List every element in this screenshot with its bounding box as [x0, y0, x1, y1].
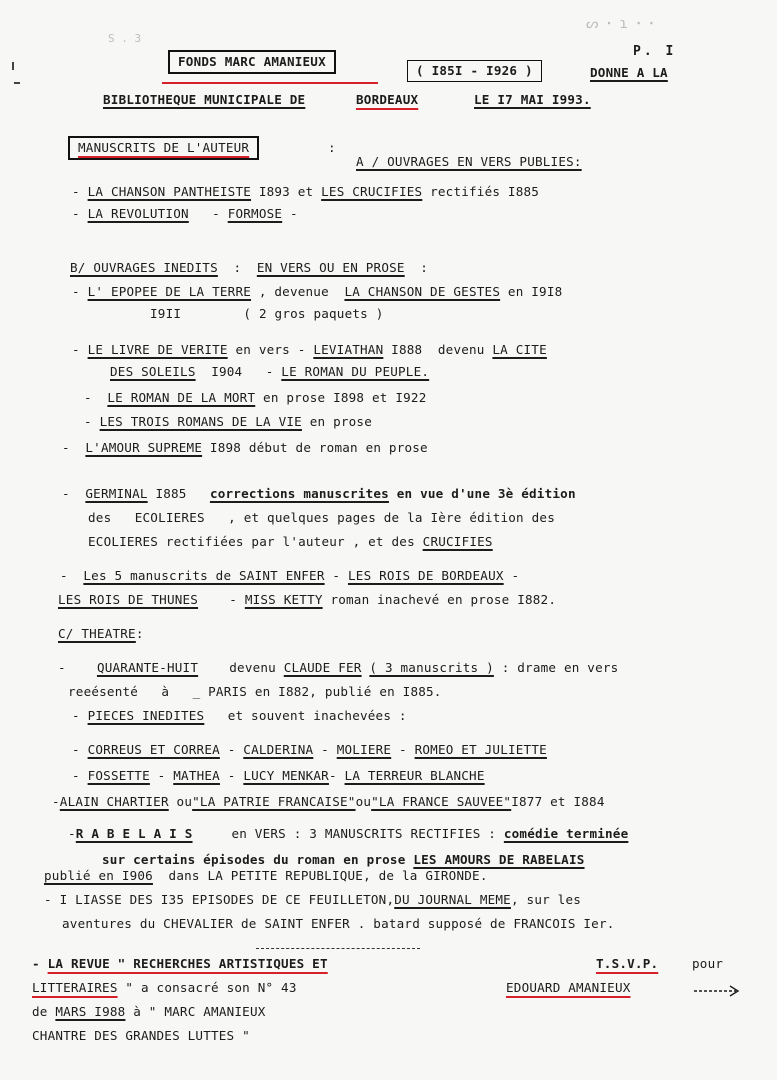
faint-mark: ᔕ ꞏ ɿ ꞏ ꞏ [586, 16, 654, 32]
list-item: -R A B E L A I S en VERS : 3 MANUSCRITS RECTIFIES : comédie terminée [68, 826, 629, 841]
list-item-continued: DES SOLEILS I904 - LE ROMAN DU PEUPLE. [110, 364, 430, 379]
list-item: - LES TROIS ROMANS DE LA VIE en prose [84, 414, 372, 429]
tsvp-text: T.S.V.P. [596, 956, 659, 971]
bibliotheque-text: BIBLIOTHEQUE MUNICIPALE DE [103, 92, 306, 107]
revue-line: - LA REVUE " RECHERCHES ARTISTIQUES ET [32, 956, 328, 971]
faint-mark: S . 3 [108, 32, 142, 45]
revue-line: de MARS I988 à " MARC AMANIEUX [32, 1004, 266, 1019]
list-item-continued: sur certains épisodes du roman en prose LES AMOURS DE RABELAIS [102, 852, 585, 867]
red-underline [162, 82, 378, 84]
bordeaux-text: BORDEAUX [356, 92, 419, 107]
right-arrow-icon [692, 984, 742, 998]
divider [256, 948, 420, 949]
fonds-title: FONDS MARC AMANIEUX [168, 50, 336, 74]
list-item: - PIECES INEDITES et souvent inachevées : [72, 708, 407, 723]
colon: : [328, 140, 336, 155]
list-item: -ALAIN CHARTIER ou"LA PATRIE FRANCAISE"ou"LA FRANCE SAUVEE"I877 et I884 [52, 794, 605, 809]
list-item: - I LIASSE DES I35 EPISODES DE CE FEUILLETON,DU JOURNAL MEME, sur les [44, 892, 582, 907]
section-b-header: B/ OUVRAGES INEDITS : EN VERS OU EN PROSE : [70, 260, 429, 275]
margin-mark [14, 82, 20, 84]
list-item-continued: LES ROIS DE THUNES - MISS KETTY roman inachevé en prose I882. [58, 592, 557, 607]
revue-line: CHANTRE DES GRANDES LUTTES " [32, 1028, 250, 1043]
page-number: P. I [633, 44, 677, 59]
list-item: - LE LIVRE DE VERITE en vers - LEVIATHAN I888 devenu LA CITE [72, 342, 547, 357]
list-item-continued: publié en I906 dans LA PETITE REPUBLIQUE, de la GIRONDE. [44, 868, 488, 883]
list-item: - L' EPOPEE DE LA TERRE , devenue LA CHANSON DE GESTES en I9I8 [72, 284, 563, 299]
date-text: LE I7 MAI I993. [474, 92, 591, 107]
margin-mark [12, 62, 14, 70]
pour-text: pour [692, 956, 724, 971]
list-item-continued: ECOLIERES rectifiées par l'auteur , et des CRUCIFIES [88, 534, 493, 549]
section-c-header: C/ THEATRE: [58, 626, 144, 641]
list-item: - Les 5 manuscrits de SAINT ENFER - LES ROIS DE BORDEAUX - [60, 568, 520, 583]
donne-text: DONNE A LA [590, 65, 668, 80]
list-item: - LA REVOLUTION - FORMOSE - [72, 206, 298, 221]
list-item: - CORREUS ET CORREA - CALDERINA - MOLIERE - ROMEO ET JULIETTE [72, 742, 547, 757]
author-signature: EDOUARD AMANIEUX [506, 980, 631, 995]
list-item: - GERMINAL I885 corrections manuscrites en vue d'une 3è édition [62, 486, 576, 501]
manuscrits-box: MANUSCRITS DE L'AUTEUR [68, 136, 259, 160]
section-a-title: A / OUVRAGES EN VERS PUBLIES: [356, 154, 582, 169]
list-item: - L'AMOUR SUPREME I898 début de roman en prose [62, 440, 428, 455]
list-item: - QUARANTE-HUIT devenu CLAUDE FER ( 3 manuscrits ) : drame en vers [58, 660, 619, 675]
list-item-continued: aventures du CHEVALIER de SAINT ENFER . batard supposé de FRANCOIS Ier. [62, 916, 615, 931]
list-item-continued: reeésenté à _ PARIS en I882, publié en I885. [68, 684, 442, 699]
list-item-continued: I9II ( 2 gros paquets ) [150, 306, 384, 321]
list-item: - LA CHANSON PANTHEISTE I893 et LES CRUCIFIES rectifiés I885 [72, 184, 540, 199]
fonds-dates: ( I85I - I926 ) [407, 60, 542, 82]
list-item-continued: des ECOLIERES , et quelques pages de la Ière édition des [88, 510, 555, 525]
list-item: - FOSSETTE - MATHEA - LUCY MENKAR- LA TERREUR BLANCHE [72, 768, 485, 783]
revue-line: LITTERAIRES " a consacré son N° 43 [32, 980, 297, 995]
list-item: - LE ROMAN DE LA MORT en prose I898 et I922 [84, 390, 427, 405]
